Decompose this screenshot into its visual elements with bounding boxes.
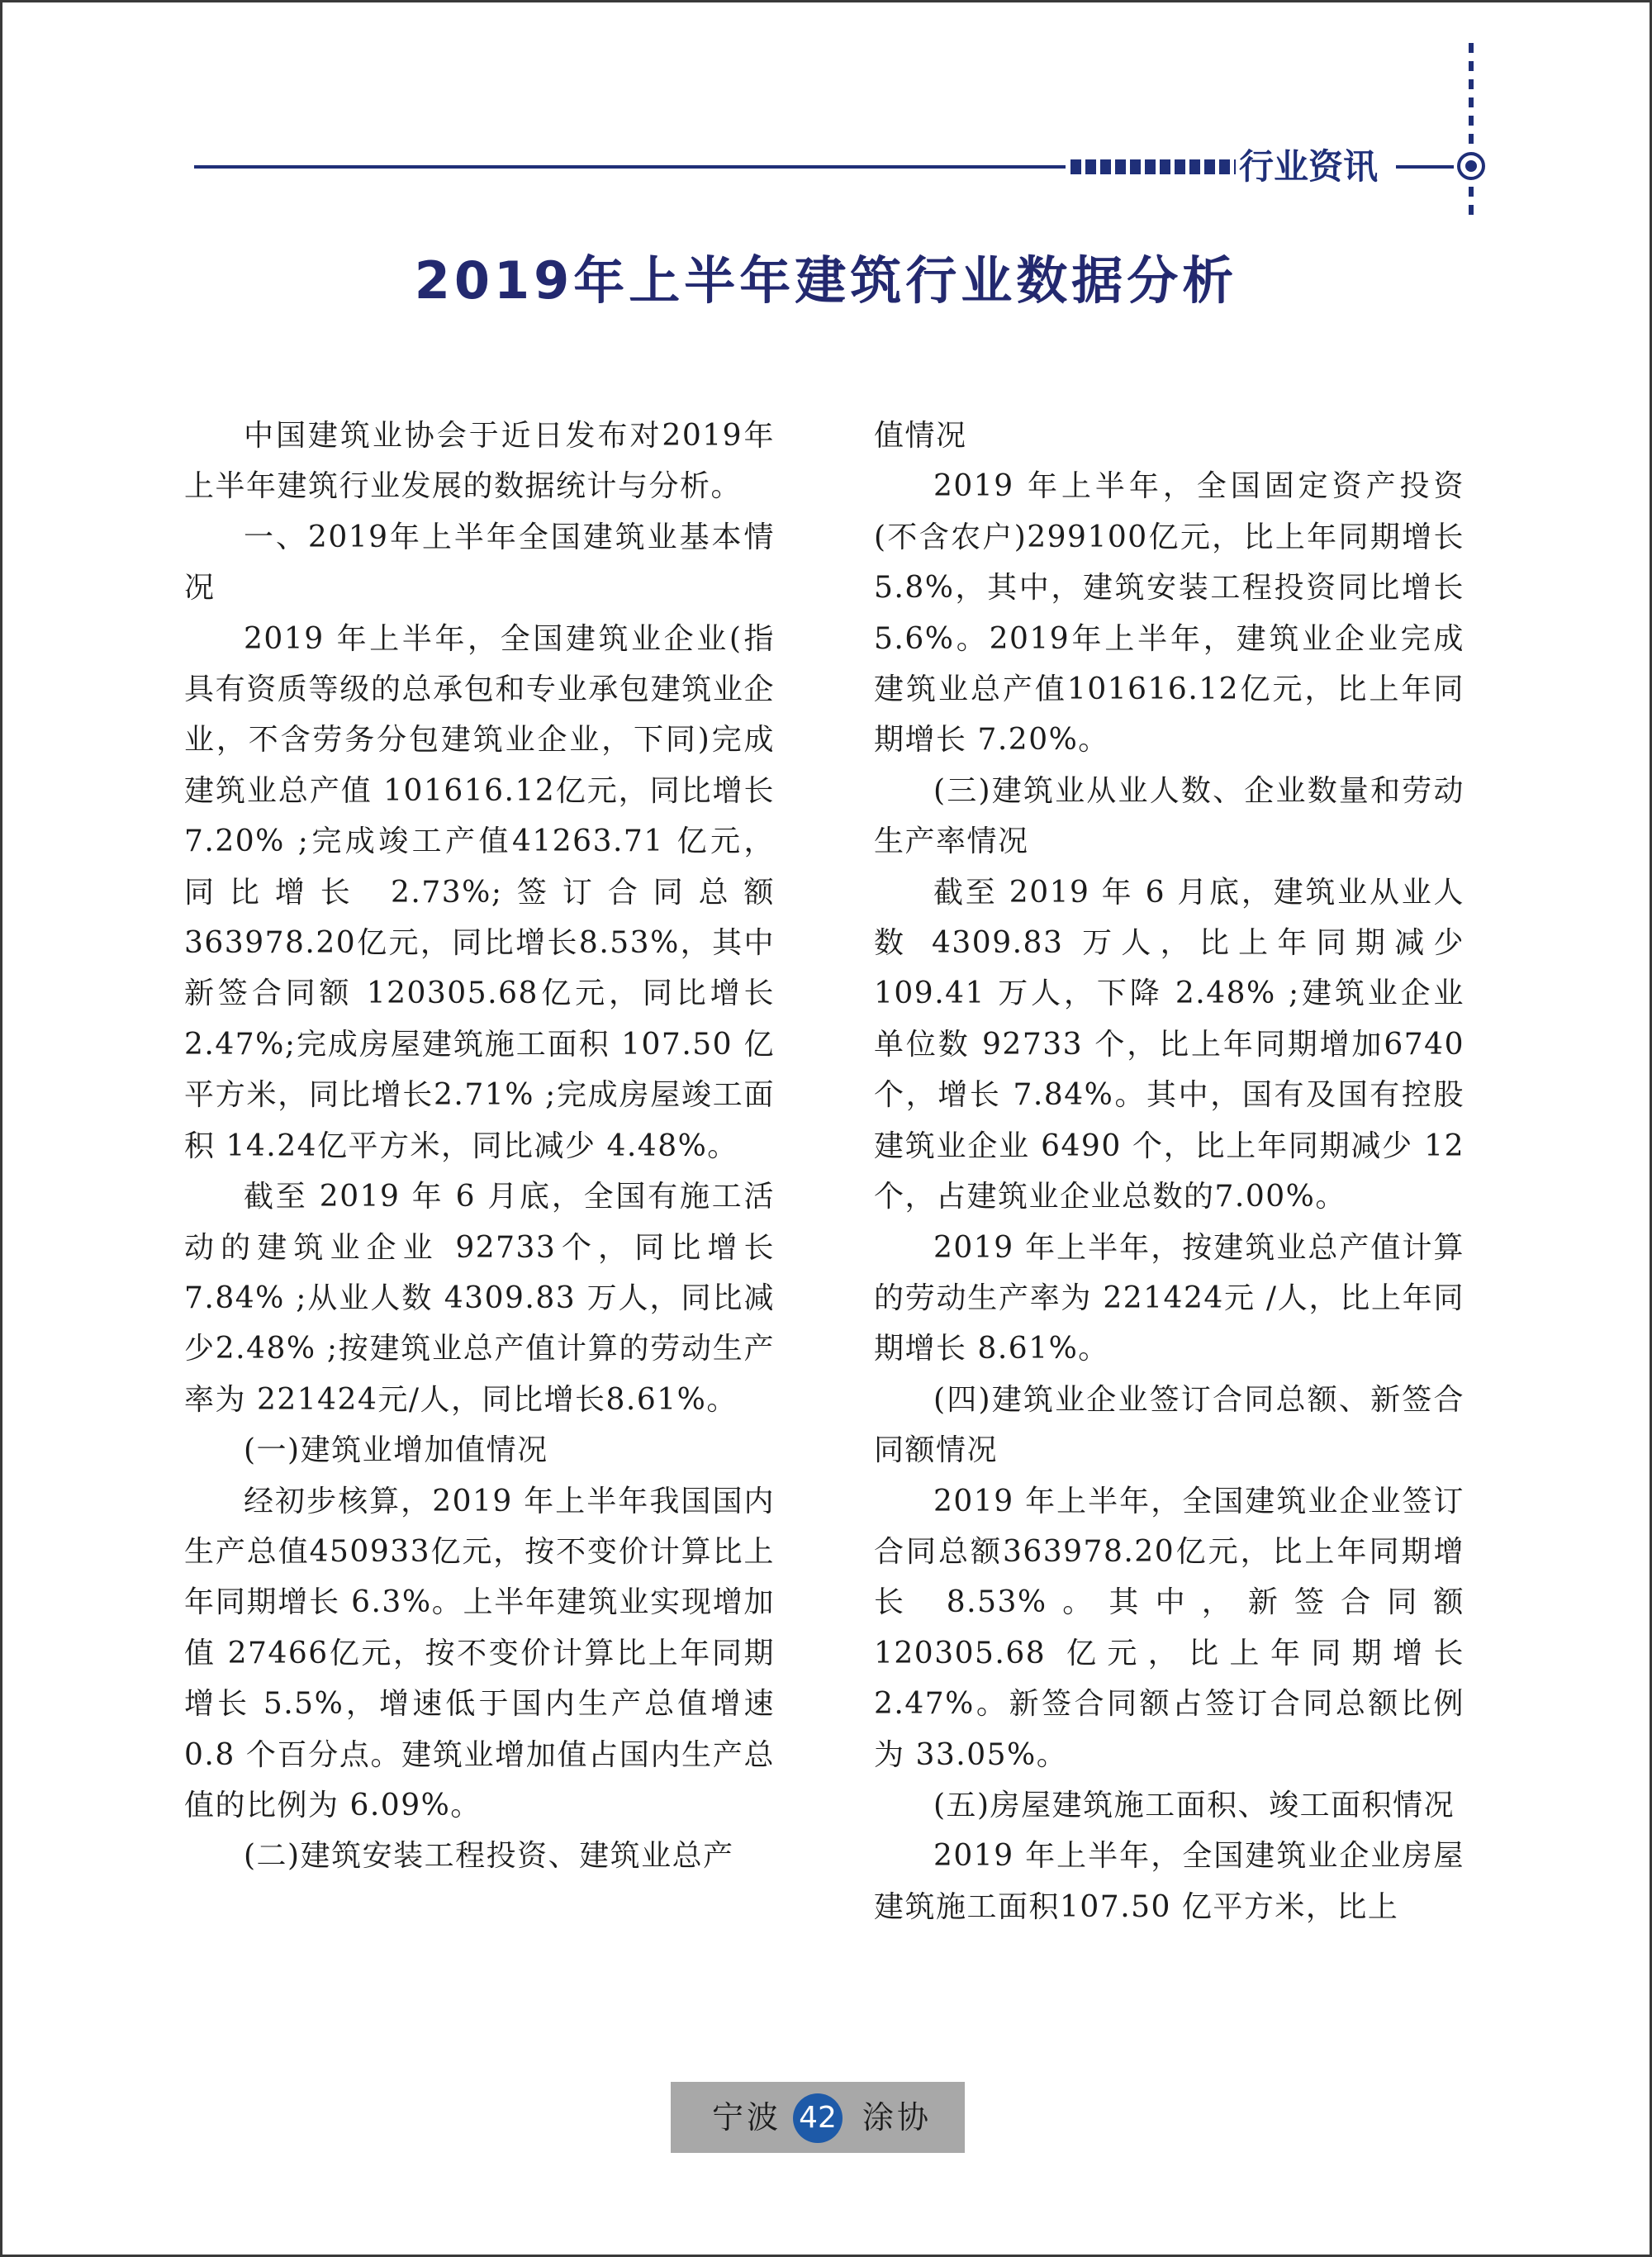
paragraph: 截至 2019 年 6 月底，建筑业从业人数 4309.83 万人，比上年同期减少109.41 万人，下降 2.48% ;建筑业企业单位数 92733 个，比上年同期增加6740个，增长 7.84%。其中，国有及国有控股建筑业企业 6490 个，比上年同期减少 12个，占建筑业企业总数的7.00%。 [874,875,1464,1214]
paragraph: 2019 年上半年，全国固定资产投资(不含农户)299100亿元，比上年同期增长 5.8%，其中，建筑安装工程投资同比增长 5.6%。2019年上半年，建筑业企业完成建筑业总产值101616.12亿元，比上年同期增长 7.20%。 [874,469,1464,758]
target-circle-icon [1457,152,1485,180]
footer-right-text: 涂协 [862,2099,932,2136]
paragraph: 2019 年上半年，全国建筑业企业房屋建筑施工面积107.50 亿平方米，比上 [874,1839,1464,1924]
section-heading: (一)建筑业增加值情况 [244,1433,548,1468]
section-tag: 行业资讯 [1239,146,1379,187]
paragraph: 经初步核算，2019 年上半年我国国内生产总值450933亿元，按不变价计算比上年同期增长 6.3%。上半年建筑业实现增加值 27466亿元，按不变价计算比上年同期增长 5.5%，增速低于国内生产总值增速 0.8 个百分点。建筑业增加值占国内生产总值的比例为 6.09%。 [184,1484,775,1822]
header-rule-right [1396,165,1454,169]
header-dash-bar [1070,159,1236,174]
section-heading: (二)建筑安装工程投资、建筑业总产 [244,1839,734,1874]
section-heading: (五)房屋建筑施工面积、竣工面积情况 [933,1788,1455,1822]
paragraph: 2019 年上半年，全国建筑业企业签订合同总额363978.20亿元，比上年同期增长 8.53%。其中，新签合同额120305.68 亿元，比上年同期增长2.47%。新签合同额占签订合同总额比例为 33.05%。 [874,1484,1464,1772]
article-title: 2019年上半年建筑行业数据分析 [414,250,1238,311]
footer-left-text: 宁波 [712,2099,782,2136]
page-footer [671,2082,965,2153]
right-column [874,411,1464,1932]
left-column [184,411,775,1882]
vertical-dash-bottom [1469,187,1474,223]
section-heading: 一、2019年上半年全国建筑业基本情况 [184,520,775,606]
vertical-dash-top [1469,43,1474,145]
paragraph: 截至 2019 年 6 月底，全国有施工活动的建筑业企业 92733个，同比增长7.84% ;从业人数 4309.83 万人，同比减少2.48% ;按建筑业总产值计算的劳动生产率为 221424元/人，同比增长8.61%。 [184,1180,775,1417]
section-heading: (四)建筑业企业签订合同总额、新签合同额情况 [874,1382,1464,1468]
section-heading-continued: 值情况 [874,419,967,453]
paragraph: 中国建筑业协会于近日发布对2019年上半年建筑行业发展的数据统计与分析。 [184,419,775,504]
section-heading: (三)建筑业从业人数、企业数量和劳动生产率情况 [874,773,1464,859]
header-rule [194,165,1066,169]
paragraph: 2019 年上半年，按建筑业总产值计算的劳动生产率为 221424元 /人，比上年同期增长 8.61%。 [874,1230,1464,1366]
paragraph: 2019 年上半年，全国建筑业企业(指具有资质等级的总承包和专业承包建筑业企业，不含劳务分包建筑业企业，下同)完成建筑业总产值 101616.12亿元，同比增长 7.20% ;完成竣工产值41263.71 亿元，同比增长 2.73%;签订合同总额 363978.20亿元，同比增长8.53%，其中新签合同额 120305.68亿元，同比增长 2.47%;完成房屋建筑施工面积 107.50 亿平方米，同比增长2.71% ;完成房屋竣工面积 14.24亿平方米，同比减少 4.48%。 [184,621,775,1163]
page-number-badge: 42 [793,2093,843,2143]
